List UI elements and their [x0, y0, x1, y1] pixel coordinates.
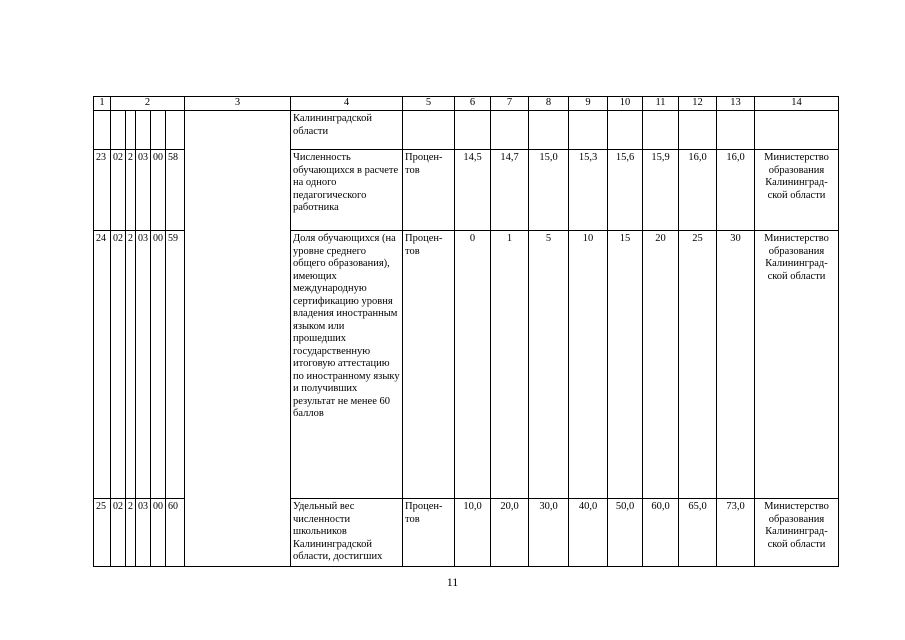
code-cell: 25: [94, 499, 111, 567]
value-cell: 15,9: [643, 150, 679, 231]
header-cell: 12: [679, 97, 717, 111]
value-cell: 73,0: [717, 499, 755, 567]
indicator-cell: Численность обучающихся в расчете на одного педагогического работника: [291, 150, 403, 231]
value-cell: 14,5: [455, 150, 491, 231]
header-cell: 8: [529, 97, 569, 111]
header-row: [94, 97, 839, 111]
header-cell: 3: [185, 97, 291, 111]
value-cell: 16,0: [717, 150, 755, 231]
code-cell: 24: [94, 231, 111, 499]
code-cell: 60: [166, 499, 185, 567]
responsible-cell: Министерство образования Калининград-ской области: [755, 231, 839, 499]
code-cell: 03: [136, 231, 151, 499]
value-cell: [569, 111, 608, 150]
value-cell: [491, 111, 529, 150]
value-cell: [679, 111, 717, 150]
value-cell: 10,0: [455, 499, 491, 567]
responsible-cell: [755, 111, 839, 150]
unit-cell: [403, 111, 455, 150]
value-cell: 20,0: [491, 499, 529, 567]
code-cell: 03: [136, 499, 151, 567]
value-cell: 60,0: [643, 499, 679, 567]
code-cell: [166, 111, 185, 150]
value-cell: 0: [455, 231, 491, 499]
value-cell: [608, 111, 643, 150]
header-cell: 4: [291, 97, 403, 111]
code-cell: 2: [126, 231, 136, 499]
value-cell: 50,0: [608, 499, 643, 567]
header-cell: 7: [491, 97, 529, 111]
header-cell: 5: [403, 97, 455, 111]
value-cell: 65,0: [679, 499, 717, 567]
code-cell: [111, 111, 126, 150]
value-cell: 1: [491, 231, 529, 499]
code-cell: 02: [111, 499, 126, 567]
value-cell: 15,6: [608, 150, 643, 231]
code-cell: 00: [151, 150, 166, 231]
unit-cell: Процен-тов: [403, 231, 455, 499]
value-cell: [643, 111, 679, 150]
code-cell: [136, 111, 151, 150]
responsible-cell: Министерство образования Калининград-ской области: [755, 499, 839, 567]
header-cell: 6: [455, 97, 491, 111]
unit-cell: Процен-тов: [403, 150, 455, 231]
header-cell: 11: [643, 97, 679, 111]
code-cell: [126, 111, 136, 150]
code-cell: [151, 111, 166, 150]
code-cell: 23: [94, 150, 111, 231]
unit-cell: Процен-тов: [403, 499, 455, 567]
value-cell: [455, 111, 491, 150]
column-3-cell: [185, 111, 291, 567]
continuation-row: [94, 111, 839, 150]
code-cell: 02: [111, 231, 126, 499]
header-cell: 1: [94, 97, 111, 111]
page-number: 11: [446, 575, 459, 589]
header-cell: 13: [717, 97, 755, 111]
value-cell: 25: [679, 231, 717, 499]
value-cell: 15,3: [569, 150, 608, 231]
indicator-cell: Доля обучающихся (на уровне среднего общего образования), имеющих международную сертификацию уровня владения иностранным языком или прошедших государственную итоговую аттестацию по иностранному языку и получивших результат не менее 60 баллов: [291, 231, 403, 499]
value-cell: 15: [608, 231, 643, 499]
code-cell: 00: [151, 231, 166, 499]
code-cell: 58: [166, 150, 185, 231]
code-cell: 2: [126, 150, 136, 231]
header-cell: 14: [755, 97, 839, 111]
value-cell: 14,7: [491, 150, 529, 231]
value-cell: 30: [717, 231, 755, 499]
indicator-cell: Калининградской области: [291, 111, 403, 150]
header-cell: 9: [569, 97, 608, 111]
header-cell: 2: [111, 97, 185, 111]
value-cell: 15,0: [529, 150, 569, 231]
header-cell: 10: [608, 97, 643, 111]
code-cell: 59: [166, 231, 185, 499]
value-cell: [717, 111, 755, 150]
code-cell: 00: [151, 499, 166, 567]
code-cell: 03: [136, 150, 151, 231]
value-cell: 16,0: [679, 150, 717, 231]
value-cell: [529, 111, 569, 150]
value-cell: 40,0: [569, 499, 608, 567]
value-cell: 20: [643, 231, 679, 499]
value-cell: 5: [529, 231, 569, 499]
responsible-cell: Министерство образования Калининград-ской области: [755, 150, 839, 231]
data-table: [93, 96, 839, 567]
code-cell: 02: [111, 150, 126, 231]
value-cell: 30,0: [529, 499, 569, 567]
indicator-cell: Удельный вес численности школьников Калининградской области, достигших: [291, 499, 403, 567]
code-cell: 2: [126, 499, 136, 567]
code-cell: [94, 111, 111, 150]
value-cell: 10: [569, 231, 608, 499]
